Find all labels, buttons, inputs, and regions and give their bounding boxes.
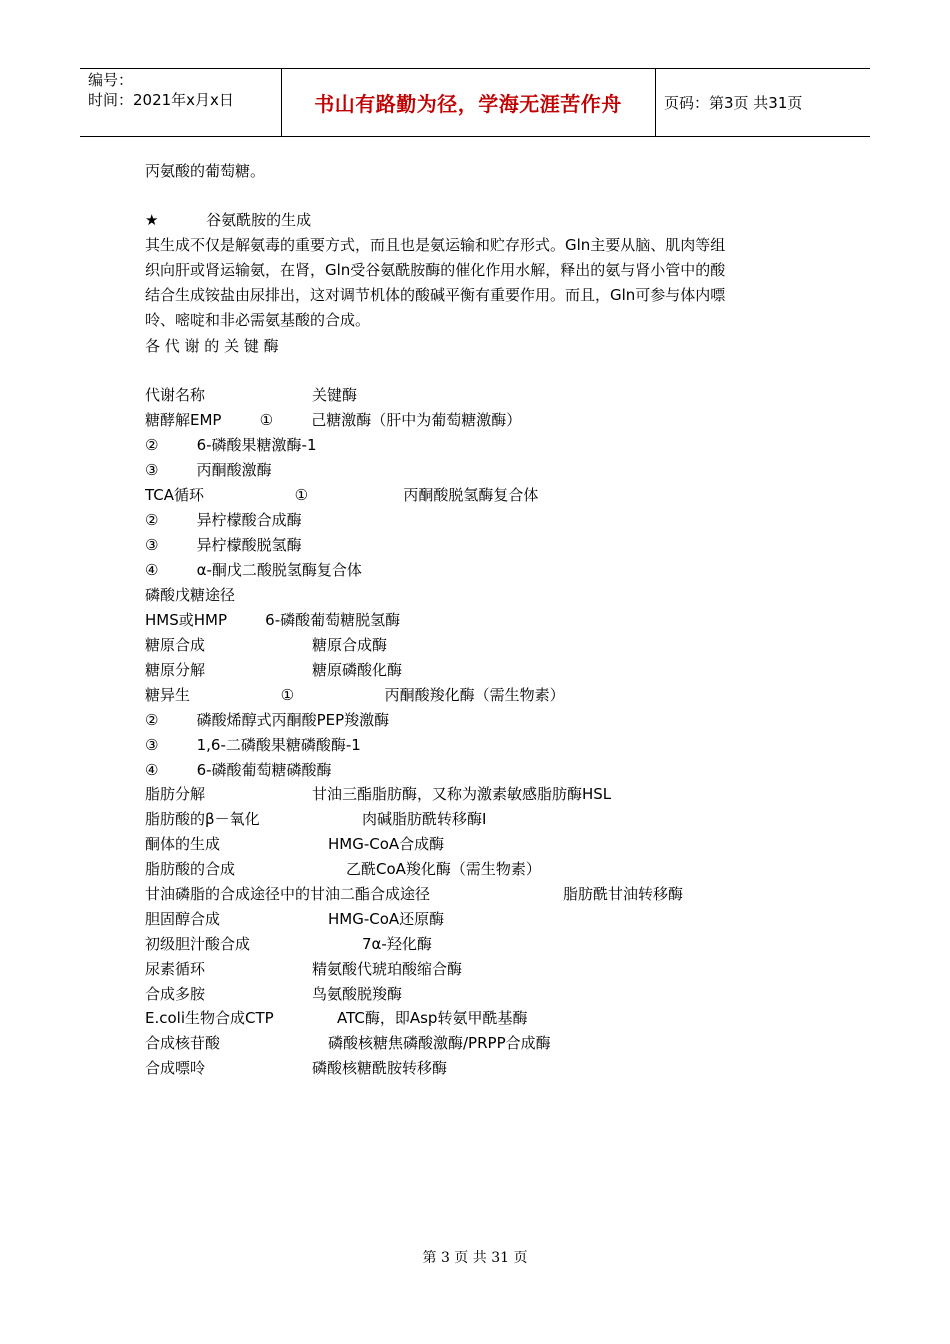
text-line [145,984,403,1004]
text-line [145,784,612,804]
text-line-main: 胆固醇合成 [145,910,221,928]
text-line [145,161,265,181]
text-line-main: 糖原分解 [145,661,206,679]
text-line [145,310,370,330]
text-line-main: ③ 异柠檬酸脱氢酶 [145,536,302,554]
text-line [145,660,403,680]
text-line-main: 代谢名称 [145,386,206,404]
header-top-rule [80,68,870,69]
text-line [145,909,445,929]
text-line-main: 甘油磷脂的合成途径中的甘油二酯合成途径 [145,885,431,903]
text-line-main: 各 代 谢 的 关 键 酶 [145,337,279,355]
text-line [145,735,361,755]
text-line-enzyme: 脂肪酰甘油转移酶 [563,885,684,903]
text-line [145,710,389,730]
text-line-main: 糖原合成 [145,636,206,654]
text-line-main: 脂肪分解 [145,785,206,803]
text-line-main: 脂肪酸的合成 [145,860,236,878]
text-line-main: 脂肪酸的β－氧化 [145,810,260,828]
text-line [145,210,311,230]
text-line [145,809,487,829]
header-motto: 书山有路勤为径，学海无涯苦作舟 [314,92,622,116]
text-line [145,510,302,530]
header-divider-right [655,68,656,136]
text-line [145,959,463,979]
header-page-label: 页码：第3页 共31页 [664,94,803,112]
text-line-main: 结合生成铵盐由尿排出，这对调节机体的酸碱平衡有重要作用。而且，Gln可参与体内嘌 [145,286,726,304]
text-line-main: 合成嘌呤 [145,1059,206,1077]
text-line-enzyme: 精氨酸代琥珀酸缩合酶 [312,960,463,978]
text-line-main: ④ α-酮戊二酸脱氢酶复合体 [145,561,362,579]
text-line [145,285,725,305]
text-line-main: 初级胆汁酸合成 [145,935,251,953]
text-line [145,460,272,480]
text-line-main: ④ 6-磷酸葡萄糖磷酸酶 [145,761,332,779]
text-line [145,585,235,605]
text-line-enzyme: 肉碱脂肪酰转移酶Ⅰ [362,810,487,828]
text-line-enzyme: 磷酸核糖焦磷酸激酶/PRPP合成酶 [328,1034,551,1052]
text-line-enzyme: 乙酰CoA羧化酶（需生物素） [346,860,541,878]
text-line-main: 合成核苷酸 [145,1034,221,1052]
text-line-enzyme: ATC酶，即Asp转氨甲酰基酶 [337,1009,528,1027]
text-line [145,435,317,455]
page-footer: 第 3 页 共 31 页 [422,1250,528,1266]
text-line-main: TCA循环 ① 丙酮酸脱氢酶复合体 [145,486,539,504]
text-line [145,260,725,280]
text-line-main: 糖酵解EMP ① 己糖激酶（肝中为葡萄糖激酶） [145,411,522,429]
text-line [145,1008,528,1028]
text-line-main: ② 6-磷酸果糖激酶-1 [145,436,317,454]
text-line [145,485,538,505]
text-line-main: 磷酸戊糖途径 [145,586,236,604]
text-line-enzyme: 糖原磷酸化酶 [312,661,403,679]
text-line-enzyme: HMG-CoA还原酶 [328,910,445,928]
text-line [145,934,432,954]
text-line [145,884,684,904]
serial-label: 编号： [88,71,134,89]
text-line [145,235,725,255]
text-line-enzyme: 鸟氨酸脱羧酶 [312,985,403,1003]
text-line-enzyme: 磷酸核糖酰胺转移酶 [312,1059,448,1077]
text-line [145,410,521,430]
text-line [145,1033,551,1053]
text-line-main: E.coli生物合成CTP [145,1009,274,1027]
text-line-main: 呤、嘧啶和非必需氨基酸的合成。 [145,311,371,329]
text-line [145,336,279,356]
text-line [145,1058,448,1078]
text-line-main: HMS或HMP 6-磷酸葡萄糖脱氢酶 [145,611,401,629]
text-line-main: 尿素循环 [145,960,206,978]
header-bottom-rule [80,136,870,137]
text-line-main: ★ 谷氨酰胺的生成 [145,211,312,229]
text-line-main: 织向肝或肾运输氨，在肾，Gln受谷氨酰胺酶的催化作用水解，释出的氨与肾小管中的酸 [145,261,726,279]
header-meta [88,70,234,110]
text-line-enzyme: 甘油三酯脂肪酶，又称为激素敏感脂肪酶HSL [312,785,612,803]
text-line-main: 酮体的生成 [145,835,221,853]
text-line-enzyme: 7α-羟化酶 [362,935,432,953]
text-line-main: 合成多胺 [145,985,206,1003]
text-line [145,685,565,705]
text-line-enzyme: 糖原合成酶 [312,636,388,654]
text-line-main: ③ 1,6-二磷酸果糖磷酸酶-1 [145,736,361,754]
text-line-enzyme: HMG-CoA合成酶 [328,835,445,853]
text-line [145,610,400,630]
text-line-main: ② 磷酸烯醇式丙酮酸PEP羧激酶 [145,711,390,729]
text-line [145,834,445,854]
text-line [145,859,541,879]
text-line-main: 糖异生 ① 丙酮酸羧化酶（需生物素） [145,686,565,704]
text-line-main: 丙氨酸的葡萄糖。 [145,162,266,180]
text-line-enzyme: 关键酶 [312,386,358,404]
text-line [145,385,358,405]
text-line-main: 其生成不仅是解氨毒的重要方式，而且也是氨运输和贮存形式。Gln主要从脑、肌肉等组 [145,236,726,254]
text-line [145,535,302,555]
text-line [145,760,332,780]
text-line [145,560,362,580]
time-label: 时间：2021年x月x日 [88,91,234,109]
text-line-main: ② 异柠檬酸合成酶 [145,511,302,529]
text-line [145,635,388,655]
text-line-main: ③ 丙酮酸激酶 [145,461,272,479]
